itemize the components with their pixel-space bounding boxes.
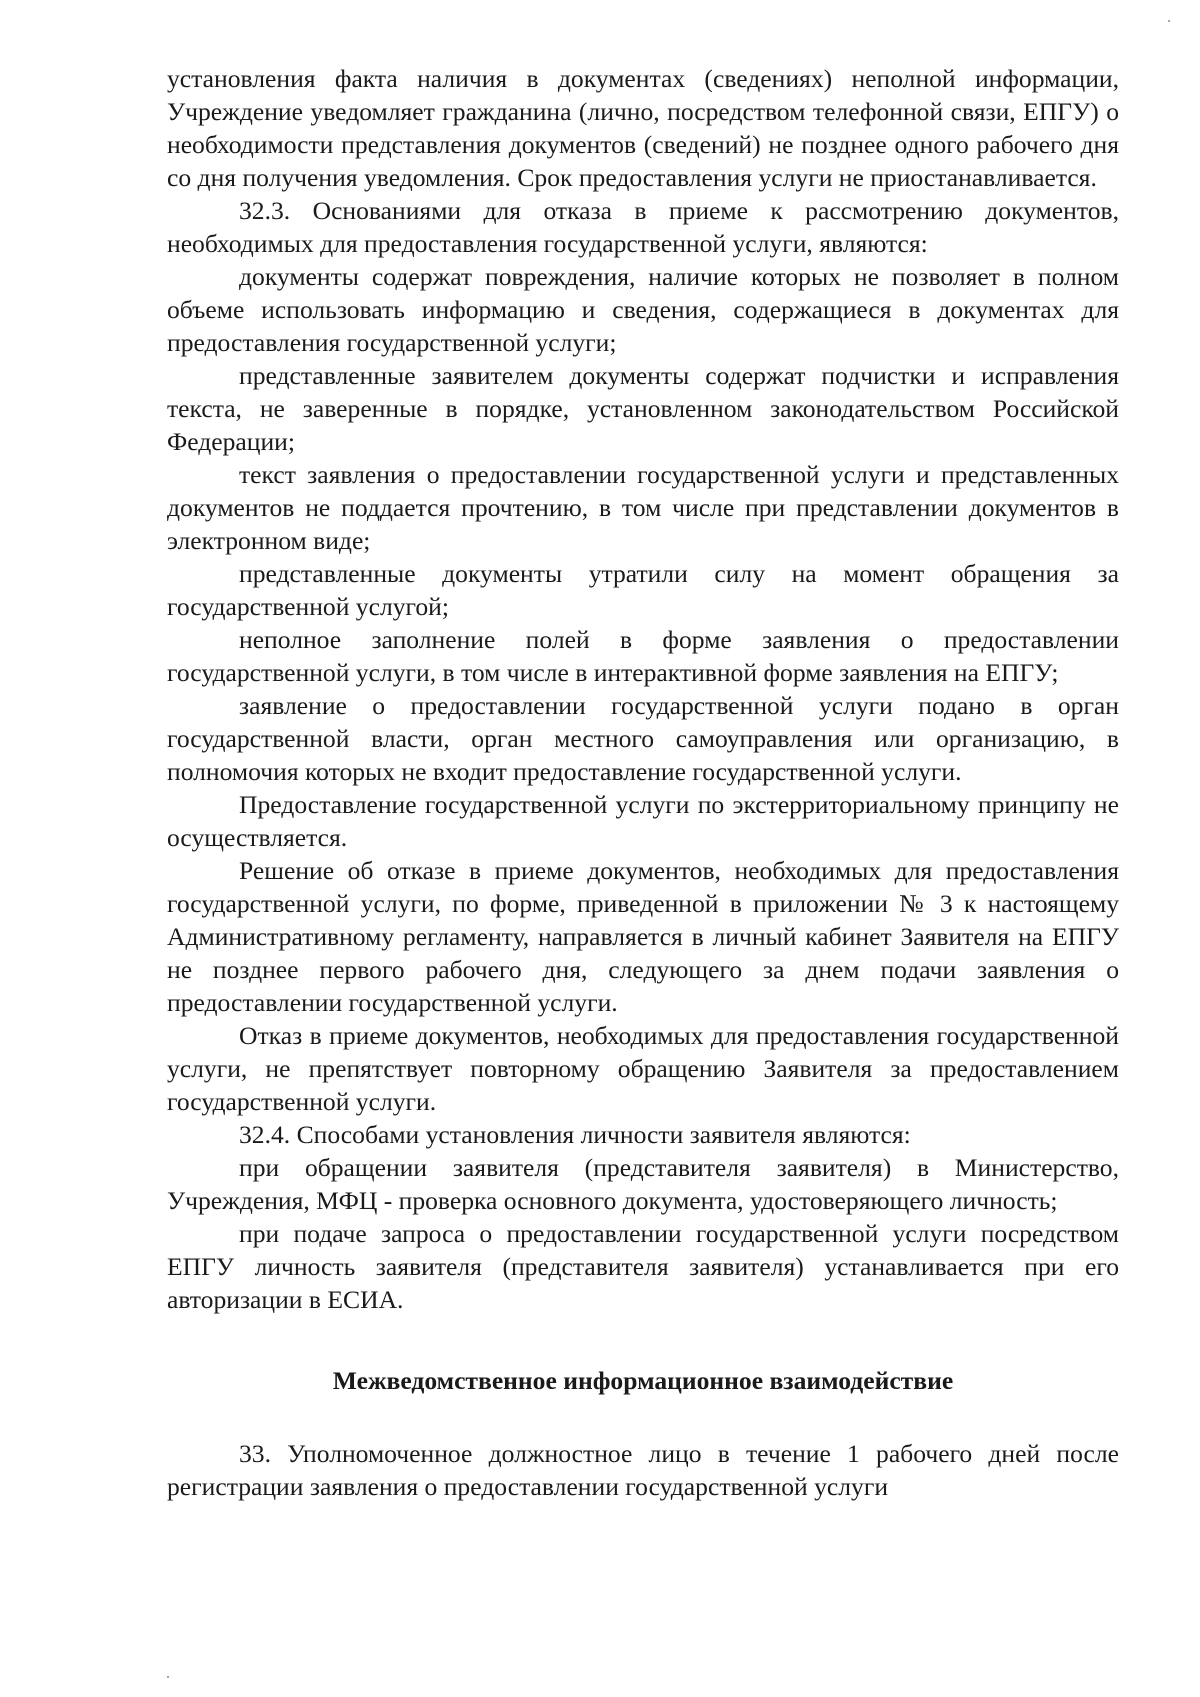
paragraph-identity-epgu: при подаче запроса о предоставлении государственной услуги посредством ЕПГУ личность заявителя (представителя заявителя) устанавливается при его авторизации в ЕСИА. — [167, 1219, 1119, 1314]
paragraph-identity-in-person: при обращении заявителя (представителя заявителя) в Министерство, Учреждения, МФЦ - проверка основного документа, удостоверяющего личность; — [167, 1153, 1119, 1215]
paragraph-extraterritorial: Предоставление государственной услуги по экстерриториальному принципу не осуществляется. — [167, 790, 1119, 852]
paragraph-32-4: 32.4. Способами установления личности заявителя являются: — [239, 1120, 911, 1149]
section-heading: Межведомственное информационное взаимодействие — [332, 1366, 954, 1395]
paragraph-refusal-expired: представленные документы утратили силу на момент обращения за государственной услугой; — [167, 559, 1119, 621]
scan-speck — [167, 1676, 169, 1678]
paragraph-refusal-damaged-documents: документы содержат повреждения, наличие которых не позволяет в полном объеме использовать информацию и сведения, содержащиеся в документах для предоставления государственной услуги; — [167, 262, 1119, 357]
paragraph-refusal-erasures: представленные заявителем документы содержат подчистки и исправления текста, не заверенные в порядке, установленном законодательством Российской Федерации; — [167, 361, 1119, 456]
paragraph-refusal-unreadable: текст заявления о предоставлении государственной услуги и представленных документов не поддается прочтению, в том числе при представлении документов в электронном виде; — [167, 460, 1119, 555]
paragraph-refusal-incomplete-form: неполное заполнение полей в форме заявления о предоставлении государственной услуги, в том числе в интерактивной форме заявления на ЕПГУ; — [167, 625, 1119, 687]
paragraph-33: 33. Уполномоченное должностное лицо в течение 1 рабочего дней после регистрации заявления о предоставлении государственной услуги — [167, 1439, 1119, 1501]
paragraph-32-3: 32.3. Основаниями для отказа в приеме к рассмотрению документов, необходимых для предоставления государственной услуги, являются: — [167, 196, 1119, 258]
document-body — [167, 62, 1119, 1503]
paragraph-refusal-decision: Решение об отказе в приеме документов, необходимых для предоставления государственной услуги, по форме, приведенной в приложении № 3 к настоящему Административному регламенту, направляется в личный кабинет Заявителя на ЕПГУ не позднее первого рабочего дня, следующего за днем подачи заявления о предоставлении государственной услуги. — [167, 856, 1119, 1017]
paragraph-continuation: установления факта наличия в документах (сведениях) неполной информации, Учреждение уведомляет гражданина (лично, посредством телефонной связи, ЕПГУ) о необходимости представления документов (сведений) не позднее одного рабочего дня со дня получения уведомления. Срок предоставления услуги не приостанавливается. — [167, 64, 1119, 192]
scan-speck — [1168, 20, 1170, 22]
paragraph-refusal-no-obstacle: Отказ в приеме документов, необходимых для предоставления государственной услуги, не препятствует повторному обращению Заявителя за предоставлением государственной услуги. — [167, 1021, 1119, 1116]
paragraph-refusal-wrong-authority: заявление о предоставлении государственной услуги подано в орган государственной власти, орган местного самоуправления или организацию, в полномочия которых не входит предоставление государственной услуги. — [167, 691, 1119, 786]
